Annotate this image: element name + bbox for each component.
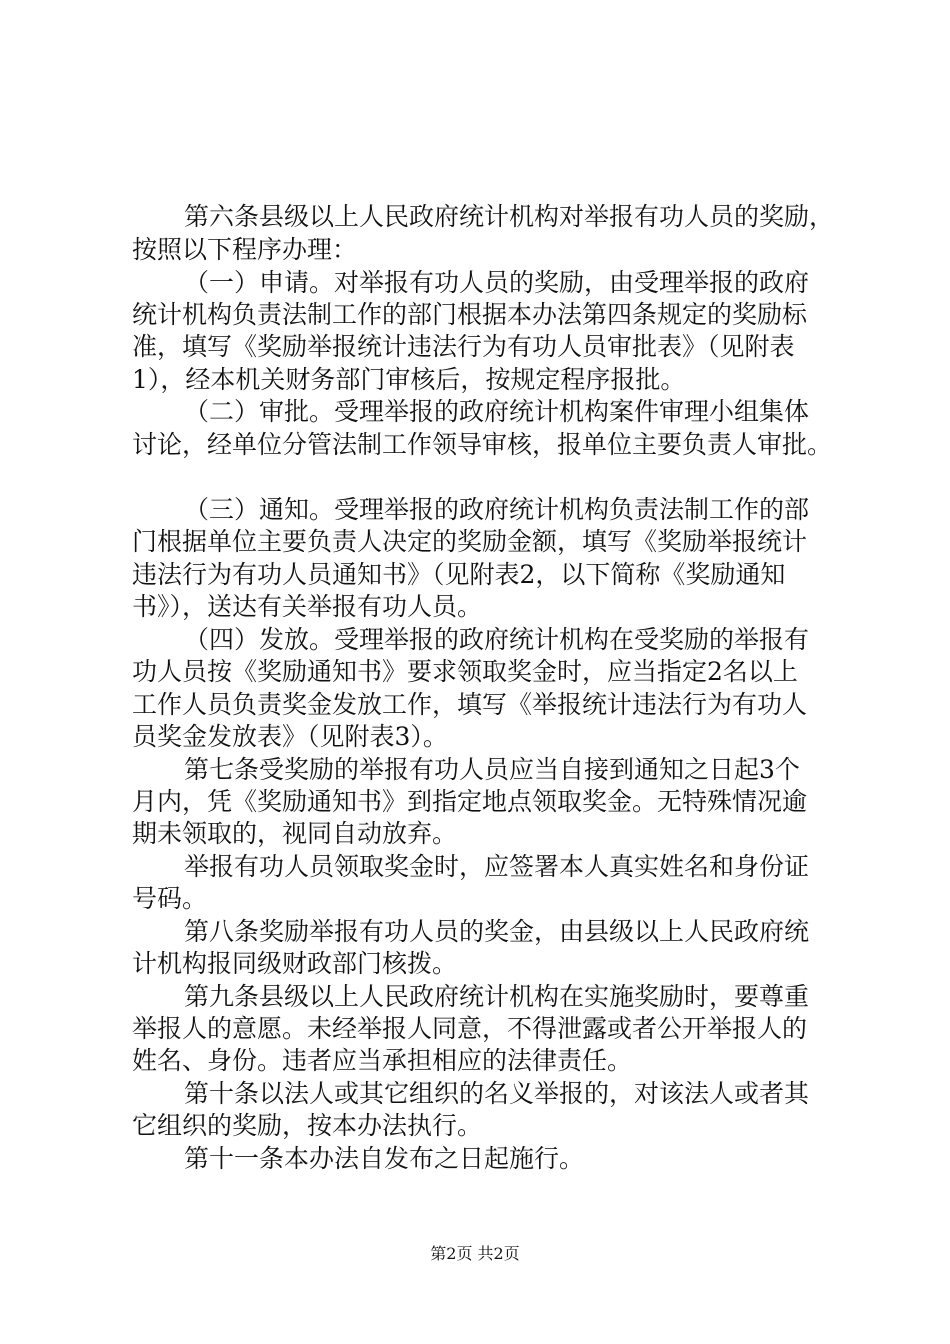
text-line: （二）审批。受理举报的政府统计机构案件审理小组集体 [184, 397, 810, 426]
text-line: 月内，凭《奖励通知书》到指定地点领取奖金。无特殊情况逾 [132, 787, 808, 816]
text-line: 第六条县级以上人民政府统计机构对举报有功人员的奖励， [184, 202, 835, 231]
text-line: 员奖金发放表》（见附表3）。 [132, 722, 448, 751]
text-line: 第九条县级以上人民政府统计机构在实施奖励时，要尊重 [184, 982, 810, 1011]
text-line: 功人员按《奖励通知书》要求领取奖金时，应当指定2名以上 [132, 657, 798, 686]
text-line: 期未领取的，视同自动放弃。 [132, 819, 458, 848]
text-line: 准，填写《奖励举报统计违法行为有功人员审批表》（见附表 [132, 332, 795, 361]
text-line: 举报人的意愿。未经举报人同意，不得泄露或者公开举报人的 [132, 1014, 808, 1043]
text-line: 计机构报同级财政部门核拨。 [132, 949, 458, 978]
text-line: 姓名、身份。违者应当承担相应的法律责任。 [132, 1046, 633, 1075]
text-line: （三）通知。受理举报的政府统计机构负责法制工作的部 [184, 495, 810, 524]
text-line: 讨论，经单位分管法制工作领导审核，报单位主要负责人审批。 [132, 430, 833, 459]
text-line: 第八条奖励举报有功人员的奖金，由县级以上人民政府统 [184, 917, 810, 946]
text-line: 按照以下程序办理： [132, 235, 358, 264]
text-line: 第十条以法人或其它组织的名义举报的，对该法人或者其 [184, 1079, 810, 1108]
text-line: （一）申请。对举报有功人员的奖励，由受理举报的政府 [184, 268, 810, 297]
text-line: （四）发放。受理举报的政府统计机构在受奖励的举报有 [184, 625, 810, 654]
text-line: 它组织的奖励，按本办法执行。 [132, 1111, 483, 1140]
text-line: 书》），送达有关举报有功人员。 [132, 592, 483, 621]
text-line: 第十一条本办法自发布之日起施行。 [184, 1144, 585, 1173]
page-footer: 第2页 共2页 [430, 1244, 520, 1263]
text-line: 举报有功人员领取奖金时，应签署本人真实姓名和身份证 [184, 852, 810, 881]
text-line: 统计机构负责法制工作的部门根据本办法第四条规定的奖励标 [132, 300, 808, 329]
text-line: 1），经本机关财务部门审核后，按规定程序报批。 [132, 365, 686, 394]
text-line: 违法行为有功人员通知书》（见附表2，以下简称《奖励通知 [132, 560, 786, 589]
text-line: 第七条受奖励的举报有功人员应当自接到通知之日起3个 [184, 755, 800, 784]
text-line: 号码。 [132, 884, 208, 913]
text-line: 门根据单位主要负责人决定的奖励金额，填写《奖励举报统计 [132, 527, 808, 556]
text-line: 工作人员负责奖金发放工作，填写《举报统计违法行为有功人 [132, 690, 808, 719]
